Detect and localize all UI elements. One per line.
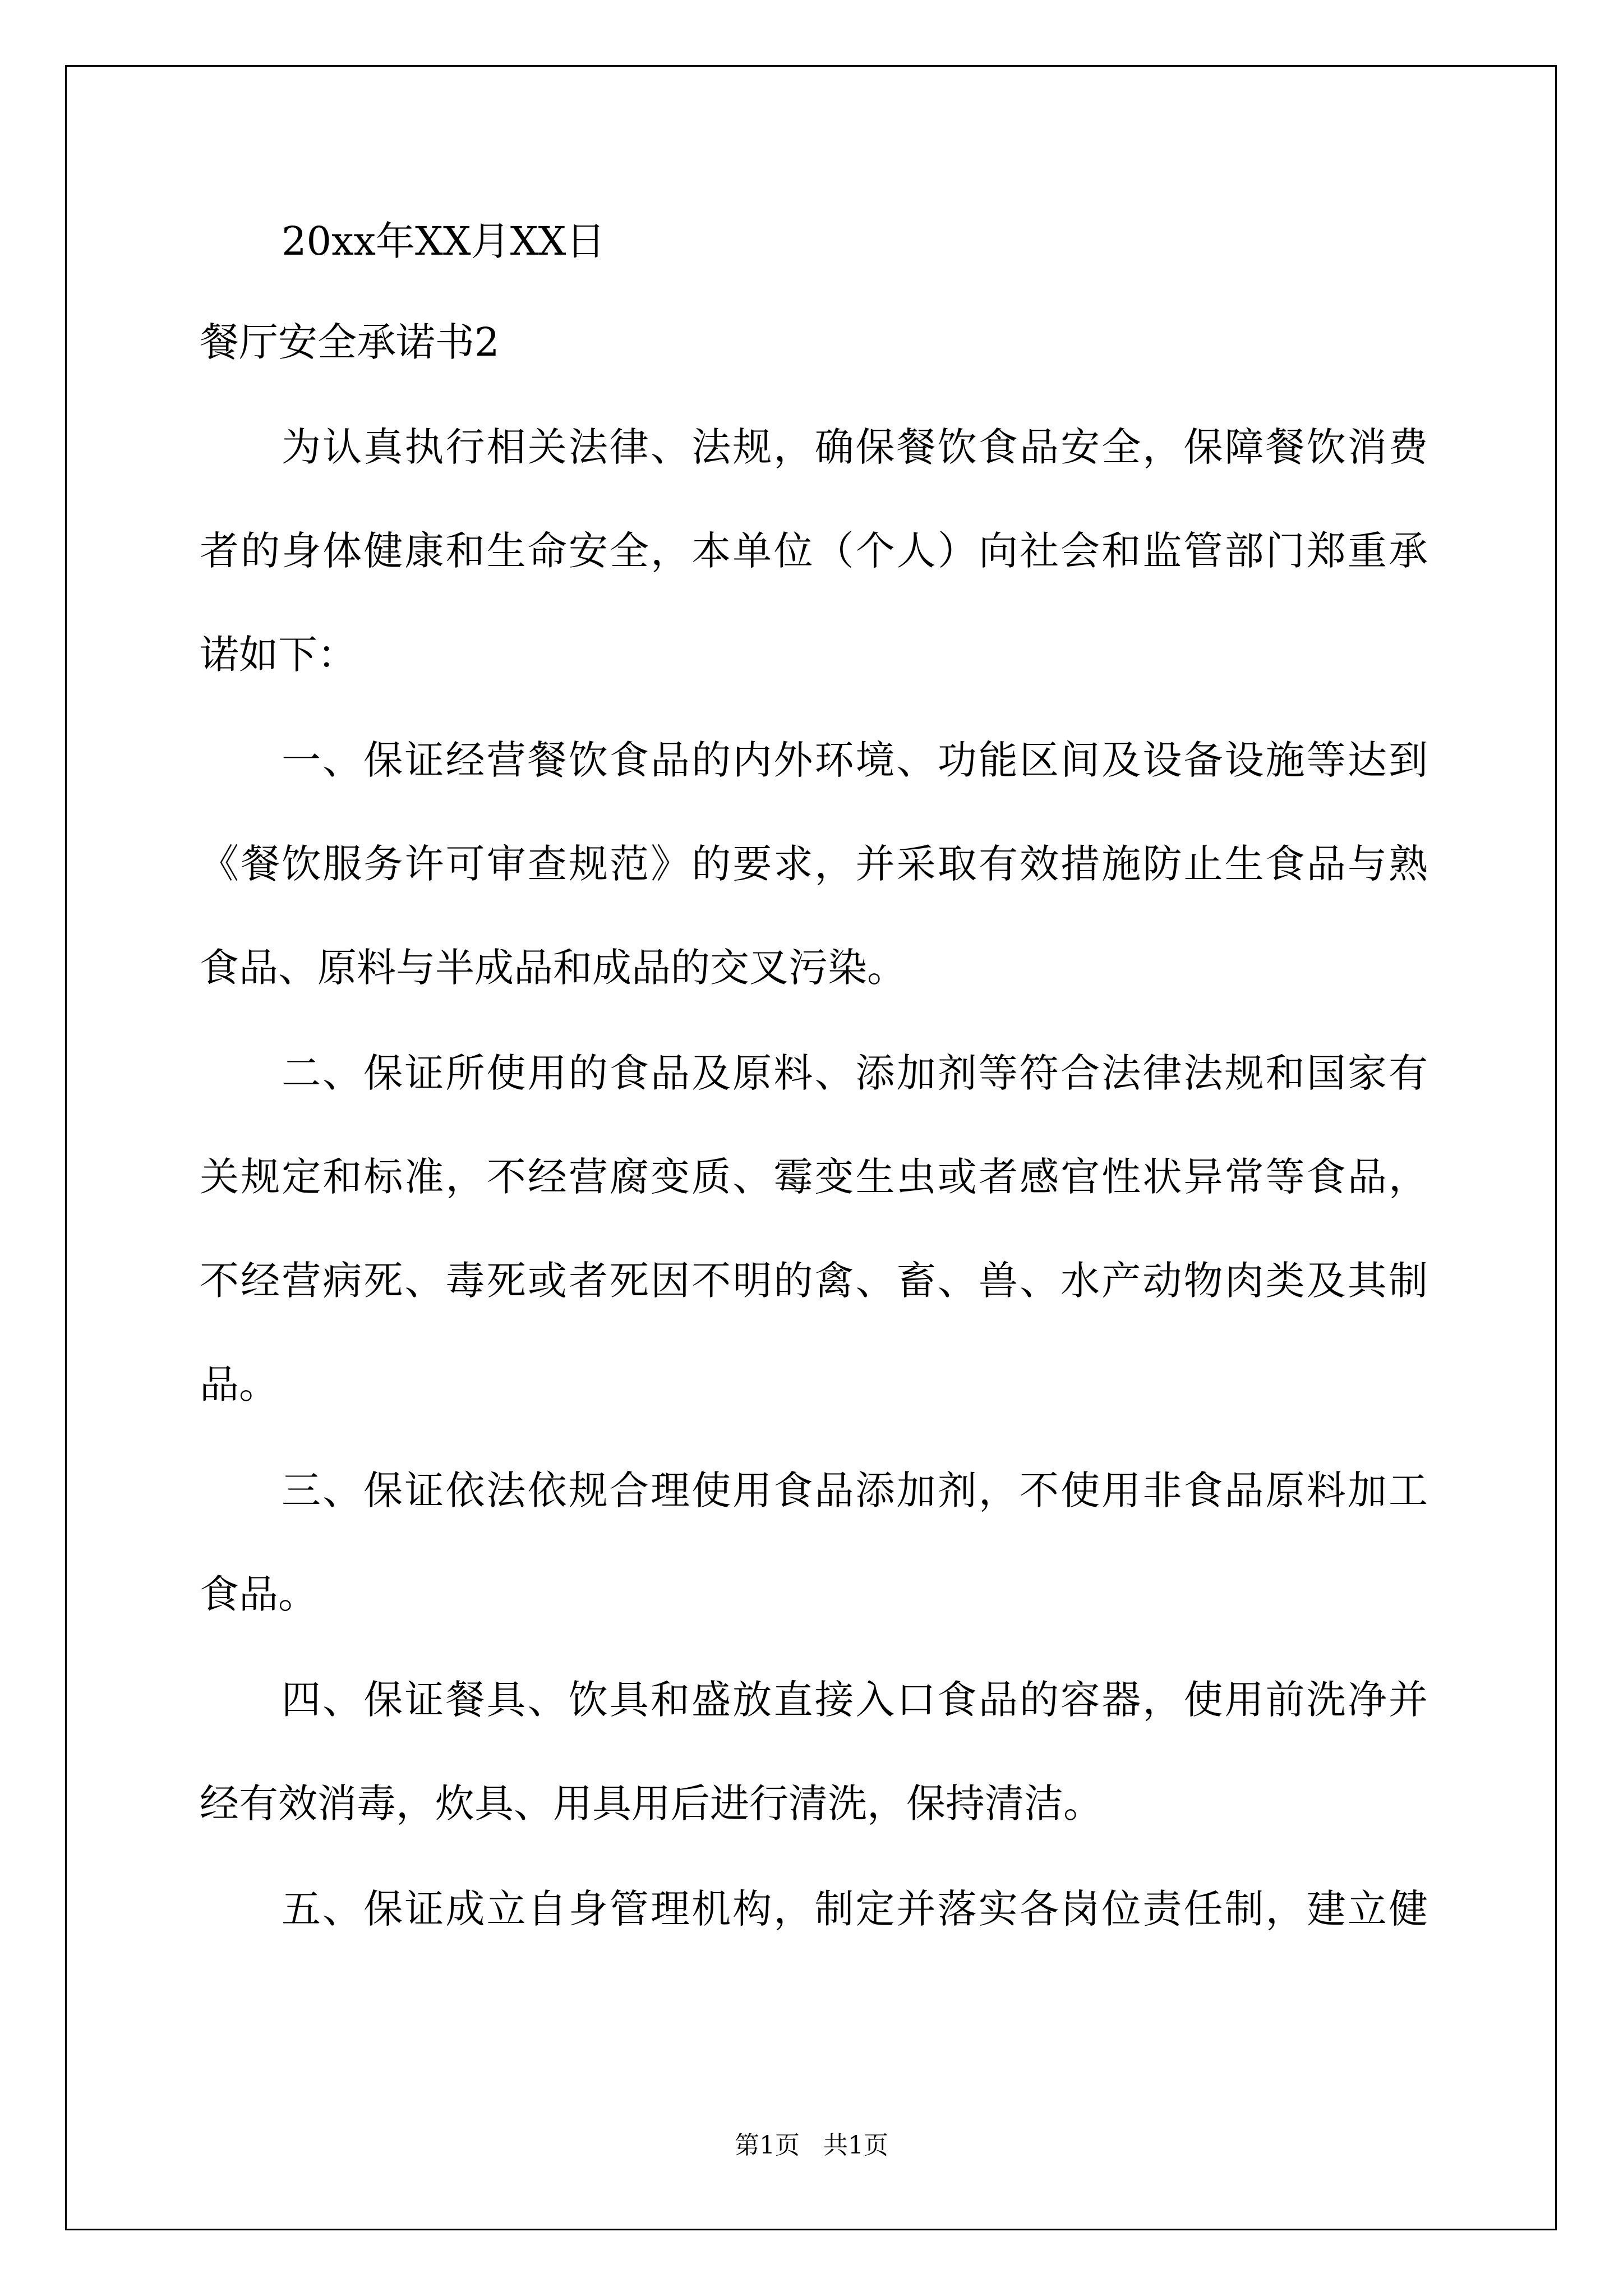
paragraph-line: 食品、原料与半成品和成品的交叉污染。 [200,945,906,991]
date-line: 20xx年XX月XX日 [282,218,606,264]
paragraph-line: 经有效消毒，炊具、用具用后进行清洗，保持清洁。 [200,1780,1103,1826]
paragraph-line: 四、保证餐具、饮具和盛放直接入口食品的容器，使用前洗净并 [282,1677,1428,1723]
paragraph-line: 五、保证成立自身管理机构，制定并落实各岗位责任制，建立健 [282,1886,1428,1932]
paragraph-line: 诺如下： [200,632,357,678]
paragraph-line: 品。 [200,1361,278,1407]
paragraph-line: 三、保证依法依规合理使用食品添加剂，不使用非食品原料加工 [282,1467,1428,1513]
paragraph-line: 二、保证所使用的食品及原料、添加剂等符合法律法规和国家有 [282,1050,1428,1096]
page-number-footer: 第1页 共1页 [735,2131,888,2160]
paragraph-line: 《餐饮服务许可审查规范》的要求，并采取有效措施防止生食品与熟 [200,841,1428,887]
paragraph-line: 者的身体健康和生命安全，本单位（个人）向社会和监管部门郑重承 [200,528,1428,574]
paragraph-line: 为认真执行相关法律、法规，确保餐饮食品安全，保障餐饮消费 [282,424,1428,470]
paragraph-line: 不经营病死、毒死或者死因不明的禽、畜、兽、水产动物肉类及其制 [200,1258,1428,1304]
document-heading: 餐厅安全承诺书2 [200,319,500,365]
paragraph-line: 一、保证经营餐饮食品的内外环境、功能区间及设备设施等达到 [282,737,1428,783]
paragraph-line: 食品。 [200,1571,317,1617]
paragraph-line: 关规定和标准，不经营腐变质、霉变生虫或者感官性状异常等食品， [200,1154,1428,1200]
